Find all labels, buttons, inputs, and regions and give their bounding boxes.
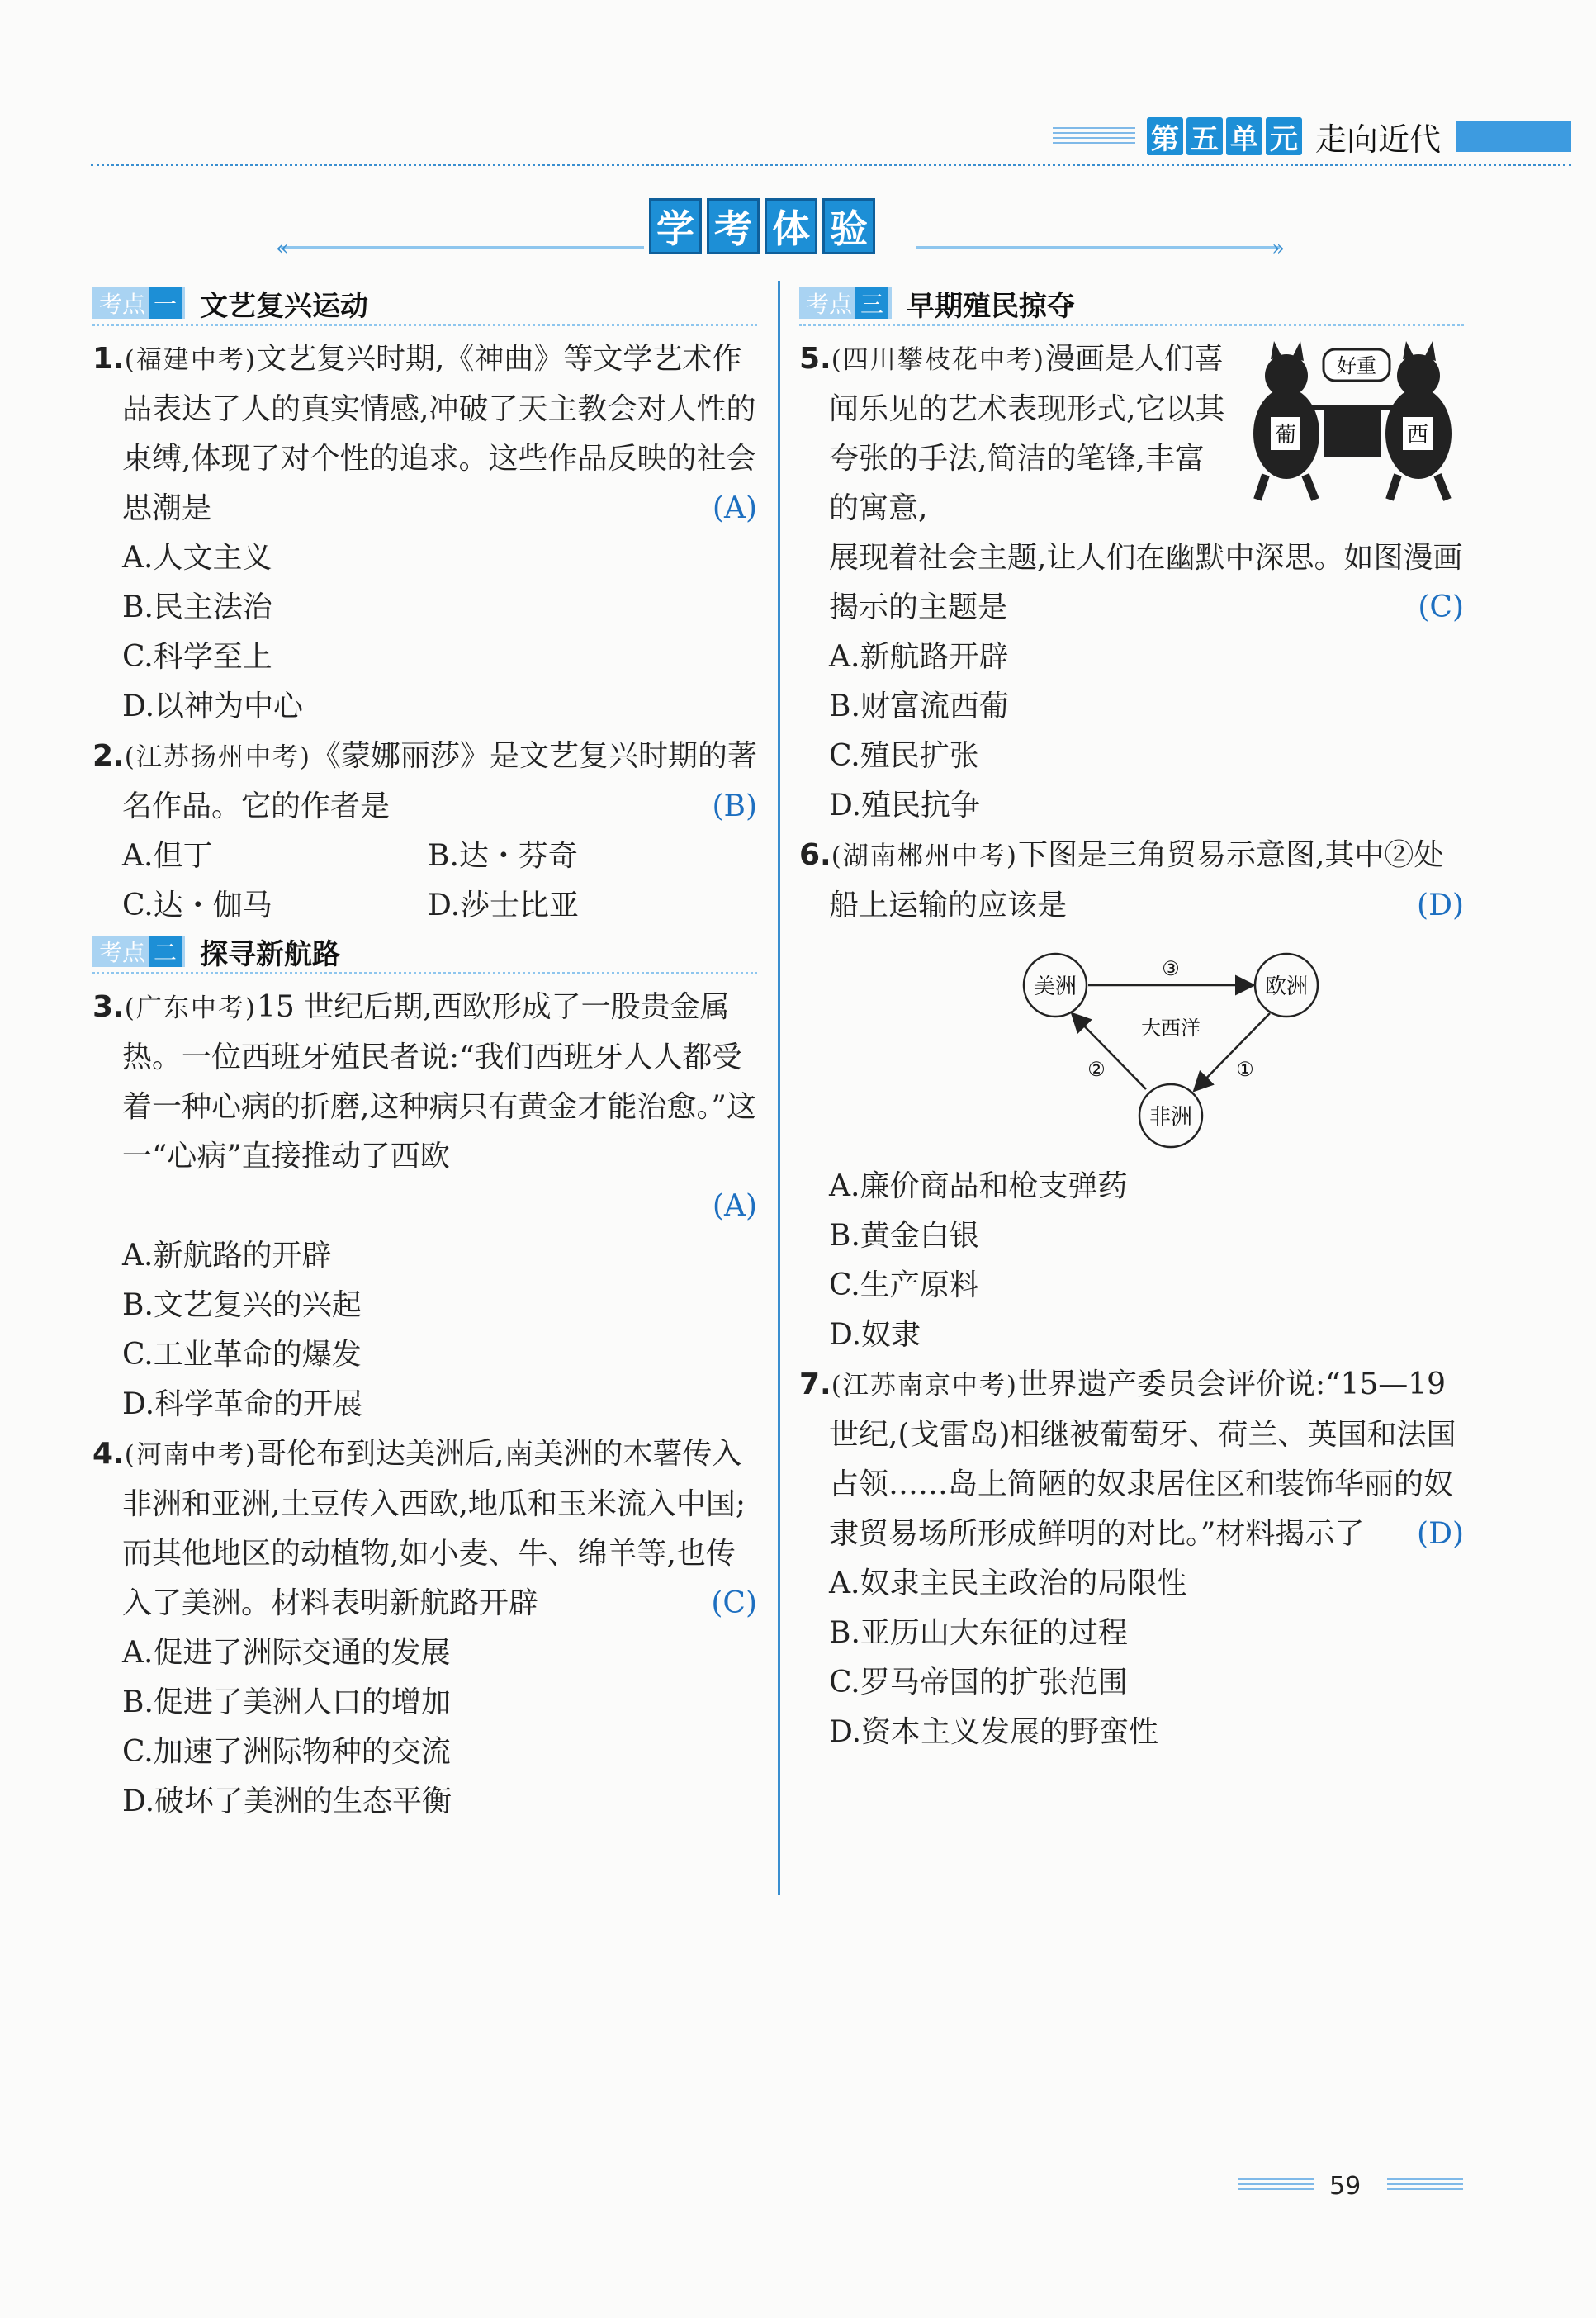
topic-title: 文艺复兴运动 bbox=[200, 289, 369, 323]
question-text: 下图是三角贸易示意图,其中②处船上运输的应该是 bbox=[829, 838, 1444, 922]
label-ocean: 大西洋 bbox=[1141, 1017, 1201, 1040]
topic-badge bbox=[92, 287, 185, 319]
answer: (A) bbox=[712, 1189, 757, 1223]
option: C.殖民扩张 bbox=[829, 739, 979, 773]
route-3-label: ③ bbox=[1162, 957, 1180, 980]
option: B.亚历山大东征的过程 bbox=[829, 1616, 1128, 1650]
answer: (C) bbox=[1418, 590, 1464, 624]
left-column bbox=[92, 282, 757, 1827]
question-stem bbox=[92, 983, 757, 1182]
question-number: 5. bbox=[799, 342, 831, 376]
topic-badge-label: 考点 bbox=[806, 291, 853, 318]
question-5 bbox=[799, 334, 1464, 831]
option: A.廉价商品和枪支弹药 bbox=[829, 1169, 1128, 1203]
page-number: 59 bbox=[1329, 2172, 1362, 2201]
topic-badge-label: 考点 bbox=[99, 939, 146, 966]
option: D.莎士比亚 bbox=[428, 889, 580, 922]
footer-decor-left bbox=[1238, 2178, 1314, 2192]
topic-heading bbox=[799, 282, 1464, 326]
option: A.新航路的开辟 bbox=[122, 1239, 332, 1273]
topic-badge bbox=[799, 287, 892, 319]
topic-badge-number: 一 bbox=[149, 287, 182, 319]
question-number: 4. bbox=[92, 1437, 125, 1471]
option: A.人文主义 bbox=[122, 541, 272, 575]
question-text: 15 世纪后期,西欧形成了一股贵金属热。一位西班牙殖民者说:“我们西班牙人人都受着一种心病的折磨,这种病只有黄金才能治愈。”这一“心病”直接推动了西欧 bbox=[122, 990, 756, 1173]
question-stem bbox=[799, 1360, 1464, 1559]
answer: (C) bbox=[711, 1586, 757, 1620]
option: C.加速了洲际物种的交流 bbox=[122, 1735, 451, 1769]
question-number: 2. bbox=[92, 739, 125, 773]
header-divider bbox=[91, 164, 1571, 166]
topic-badge bbox=[92, 936, 185, 967]
triangle-trade-diagram bbox=[997, 944, 1344, 1159]
header-decor-lines bbox=[1053, 127, 1135, 145]
option: D.破坏了美洲的生态平衡 bbox=[122, 1785, 452, 1818]
unit-char: 元 bbox=[1266, 117, 1302, 155]
option: B.促进了美洲人口的增加 bbox=[122, 1685, 451, 1719]
topic-heading bbox=[92, 282, 757, 326]
option: B.财富流西葡 bbox=[829, 690, 1009, 723]
cartoon-bubble: 好重 bbox=[1337, 354, 1376, 377]
option: D.资本主义发展的野蛮性 bbox=[829, 1715, 1159, 1749]
right-column bbox=[799, 282, 1464, 1757]
question-3 bbox=[92, 983, 757, 1429]
option-row bbox=[92, 881, 757, 931]
route-1-arrow bbox=[1196, 1013, 1270, 1089]
question-text: 《蒙娜丽莎》是文艺复兴时期的著名作品。它的作者是 bbox=[122, 739, 757, 823]
option: C.达・伽马 bbox=[122, 889, 272, 922]
unit-header bbox=[1053, 114, 1571, 159]
option: D.科学革命的开展 bbox=[122, 1387, 363, 1421]
question-source: (四川攀枝花中考) bbox=[831, 345, 1045, 375]
option: C.工业革命的爆发 bbox=[122, 1338, 362, 1372]
question-1 bbox=[92, 334, 757, 732]
question-text: 漫画是人们喜闻乐见的艺术表现形式,它以其夸张的手法,简洁的笔锋,丰富的寓意, bbox=[829, 342, 1225, 525]
option: D.奴隶 bbox=[829, 1318, 921, 1352]
banner-line-right bbox=[916, 246, 1280, 249]
question-stem bbox=[92, 334, 757, 533]
topic-title: 探寻新航路 bbox=[200, 937, 341, 971]
topic-title: 早期殖民掠夺 bbox=[907, 289, 1076, 323]
question-text: 世界遗产委员会评价说:“15—19 世纪,(戈雷岛)相继被葡萄牙、荷兰、英国和法国占领……岛上简陋的奴隶居住区和装饰华丽的奴隶贸易场所形成鲜明的对比。”材料揭示了 bbox=[829, 1368, 1456, 1551]
topic-badge-number: 二 bbox=[149, 936, 182, 967]
question-number: 3. bbox=[92, 990, 125, 1024]
option: B.达・芬奇 bbox=[428, 839, 578, 873]
option: A.新航路开辟 bbox=[829, 640, 1009, 674]
banner-line-left bbox=[281, 246, 644, 249]
option: B.文艺复兴的兴起 bbox=[122, 1288, 362, 1322]
question-4 bbox=[92, 1429, 757, 1827]
question-stem bbox=[799, 831, 1464, 931]
option: A.促进了洲际交通的发展 bbox=[122, 1636, 451, 1670]
answer: (B) bbox=[712, 789, 757, 823]
question-source: (福建中考) bbox=[124, 345, 257, 375]
question-7 bbox=[799, 1360, 1464, 1757]
answer: (A) bbox=[712, 491, 757, 525]
topic-badge-number: 三 bbox=[855, 287, 888, 319]
unit-char: 五 bbox=[1186, 117, 1223, 155]
banner-char: 体 bbox=[765, 198, 817, 254]
option: A.奴隶主民主政治的局限性 bbox=[829, 1567, 1187, 1600]
cartoon-label-left: 葡 bbox=[1274, 423, 1297, 448]
question-source: (江苏南京中考) bbox=[831, 1371, 1018, 1401]
question-text: 展现着社会主题,让人们在幽默中深思。如图漫画揭示的主题是 bbox=[829, 541, 1463, 624]
option-row bbox=[92, 832, 757, 881]
question-source: (湖南郴州中考) bbox=[831, 841, 1018, 871]
footer-decor-right bbox=[1387, 2178, 1463, 2192]
section-banner bbox=[276, 198, 1285, 264]
question-text: 哥伦布到达美洲后,南美洲的木薯传入非洲和亚洲,土豆传入西欧,地瓜和玉米流入中国;而其他地区的动植物,如小麦、牛、绵羊等,也传入了美洲。材料表明新航路开辟 bbox=[122, 1437, 746, 1620]
unit-char: 单 bbox=[1226, 117, 1262, 155]
cartoon-illustration bbox=[1241, 334, 1464, 508]
question-stem bbox=[92, 732, 757, 832]
question-6 bbox=[799, 831, 1464, 1360]
label-america: 美洲 bbox=[1033, 974, 1077, 999]
unit-title: 走向近代 bbox=[1314, 121, 1441, 158]
banner-char: 学 bbox=[649, 198, 702, 254]
option: D.以神为中心 bbox=[122, 690, 304, 723]
route-1-label: ① bbox=[1236, 1058, 1254, 1081]
option: B.黄金白银 bbox=[829, 1219, 979, 1253]
banner-char: 考 bbox=[707, 198, 760, 254]
option: A.但丁 bbox=[122, 839, 213, 873]
topic-badge-label: 考点 bbox=[99, 291, 146, 318]
question-number: 6. bbox=[799, 838, 831, 872]
header-decor-bar bbox=[1456, 121, 1571, 152]
question-2 bbox=[92, 732, 757, 931]
banner-arrow-right-icon: » bbox=[1272, 236, 1285, 261]
banner-title bbox=[649, 198, 875, 254]
label-africa: 非洲 bbox=[1148, 1105, 1193, 1130]
question-source: (河南中考) bbox=[124, 1440, 257, 1470]
route-2-arrow bbox=[1073, 1015, 1146, 1089]
column-divider bbox=[778, 281, 780, 1895]
banner-char: 验 bbox=[822, 198, 875, 254]
route-2-label: ② bbox=[1087, 1058, 1106, 1081]
question-stem-continued bbox=[799, 533, 1464, 633]
cartoon-label-right: 西 bbox=[1406, 423, 1429, 448]
question-stem bbox=[92, 1429, 757, 1628]
option: D.殖民抗争 bbox=[829, 789, 981, 822]
unit-label bbox=[1147, 117, 1302, 155]
topic-heading bbox=[92, 931, 757, 974]
unit-char: 第 bbox=[1147, 117, 1183, 155]
option: C.生产原料 bbox=[829, 1268, 979, 1302]
question-source: (江苏扬州中考) bbox=[124, 742, 311, 772]
question-source: (广东中考) bbox=[124, 993, 257, 1023]
question-number: 7. bbox=[799, 1368, 831, 1401]
question-text: 文艺复兴时期,《神曲》等文学艺术作品表达了人的真实情感,冲破了天主教会对人性的束缚,体现了对个性的追求。这些作品反映的社会思潮是 bbox=[122, 342, 756, 525]
banner-arrow-left-icon: « bbox=[276, 236, 289, 261]
answer: (D) bbox=[1417, 1517, 1464, 1551]
question-number: 1. bbox=[92, 342, 125, 376]
answer: (D) bbox=[1417, 889, 1464, 922]
label-europe: 欧洲 bbox=[1264, 974, 1309, 999]
option: C.科学至上 bbox=[122, 640, 272, 674]
option: C.罗马帝国的扩张范围 bbox=[829, 1666, 1128, 1699]
option: B.民主法治 bbox=[122, 590, 272, 624]
